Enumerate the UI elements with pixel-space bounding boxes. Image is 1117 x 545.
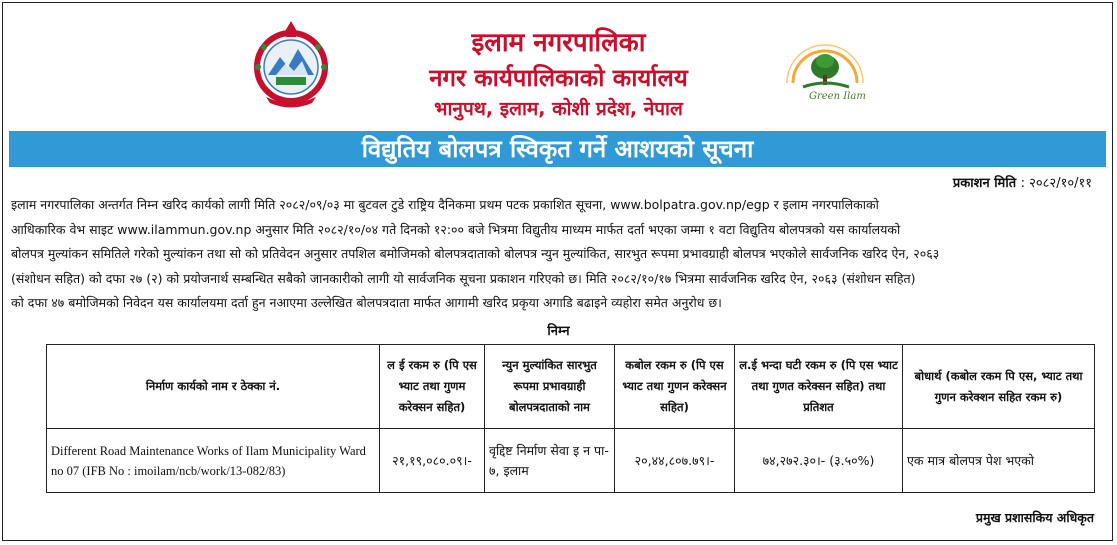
cell-estimate: २१,१९,०८०.०९।- — [380, 429, 485, 493]
header-bid-amount: कबोल रकम रु (पि एस भ्याट तथा गुणन करेक्सन सहित) — [615, 345, 735, 429]
notice-frame — [2, 2, 1113, 541]
table-caption: निम्न — [547, 324, 570, 339]
header-remarks: बोधार्थ (कबोल रकम पि एस, भ्याट तथा गुणन करेक्शन सहित रकम रु) — [903, 345, 1095, 429]
publish-date-value: : २०८२/१०/११ — [1020, 176, 1092, 191]
table-row — [47, 429, 1095, 493]
green-ilam-tree-icon — [773, 39, 883, 95]
tender-table — [46, 344, 1095, 493]
notice-paragraph — [11, 193, 1099, 316]
green-ilam-text: Green Ilam — [809, 91, 866, 102]
publish-date-label: प्रकाशन मिति — [952, 176, 1017, 191]
header-bidder: न्युन मुल्यांकित सारभुत रूपमा प्रभावग्राही बोलपत्रदाताको नाम — [485, 345, 615, 429]
notice-title: विद्युतिय बोलपत्र स्विकृत गर्ने आशयको सूचना — [9, 131, 1106, 167]
paragraph-line: इलाम नगरपालिका अन्तर्गत निम्न खरिद कार्यको लागी मिति २०८२/०९/०३ मा बुटवल टुडे राष्ट्रिय दैनिकमा प्रथम पटक प्रकाशित सूचना, www.bolpatra.gov.np/egp र इलाम नगरपालिकाको — [11, 197, 879, 212]
header-work-name: निर्माण कार्यको नाम र ठेक्का नं. — [47, 345, 380, 429]
paragraph-line: को दफा ४७ बमोजिमको निवेदन यस कार्यालयमा दर्ता हुन नआएमा उल्लेखित बोलपत्रदाता मार्फत आगामी खरिद प्रकृया अगाडि बढाइने व्यहोरा समेत अनुरोध छ। — [11, 295, 722, 311]
cell-remarks: एक मात्र बोलपत्र पेश भएको — [903, 429, 1095, 493]
green-ilam-logo — [773, 39, 883, 111]
cell-work-name: Different Road Maintenance Works of Ilam Municipality Ward no 07 (IFB No : imoilam/ncb/work/13-082/83) — [47, 429, 380, 493]
cell-less-amount: ७४,२७२.३०।- (३.५०%) — [735, 429, 903, 493]
signatory: प्रमुख प्रशासकिय अधिकृत — [975, 510, 1094, 525]
paragraph-line: आधिकारिक वेभ साइट www.ilammun.gov.np अनुसार मिति २०८२/१०/०४ गते दिनको १२:०० बजे भित्रमा विद्युतीय माध्यम मार्फत दर्ता भएका जम्मा १ वटा विद्युतिय बोलपत्रको यस कार्यालयको — [11, 221, 901, 237]
municipality-name: इलाम नगरपालिका — [471, 28, 646, 58]
publish-date — [953, 173, 1092, 191]
header-estimate: ल ई रकम रु (पि एस भ्याट तथा गुणम करेक्सन सहित) — [380, 345, 485, 429]
table-header-row — [47, 345, 1095, 429]
office-address: भानुपथ, इलाम, कोशी प्रदेश, नेपाल — [434, 98, 683, 120]
paragraph-line: बोलपत्र मुल्यांकन समितिले गरेको मुल्यांकन तथा सो को प्रतिवेदन अनुसार तपशिल बमोजिमको बोलपत्रदाताको बोलपत्र न्युन मुल्यांकित, सारभुत रूपमा प्रभावग्राही बोलपत्र भएकोले सार्वजनिक खरिद ऐन, २०६३ — [11, 246, 940, 262]
paragraph-line: (संशोधन सहित) को दफा २७ (२) को प्रयोजनार्थ सम्बन्धित सबैको जानकारीको लागी यो सार्वजनिक सूचना प्रकाशन गरिएको छ। मिति २०८२/१०/१७ भित्रमा सार्वजनिक खरिद ऐन, २०६३ (संशोधन सहित) — [11, 270, 916, 286]
office-name: नगर कार्यपालिकाको कार्यालय — [429, 64, 688, 92]
header-less-amount: ल.ई भन्दा घटी रकम रु (पि एस भ्याट तथा गुणत करेक्सन सहित) तथा प्रतिशत — [735, 345, 903, 429]
cell-bid-amount: २०,४४,८०७.७९।- — [615, 429, 735, 493]
cell-bidder: वृद्दिष्ट निर्माण सेवा इ न पा- ७, इलाम — [485, 429, 615, 493]
